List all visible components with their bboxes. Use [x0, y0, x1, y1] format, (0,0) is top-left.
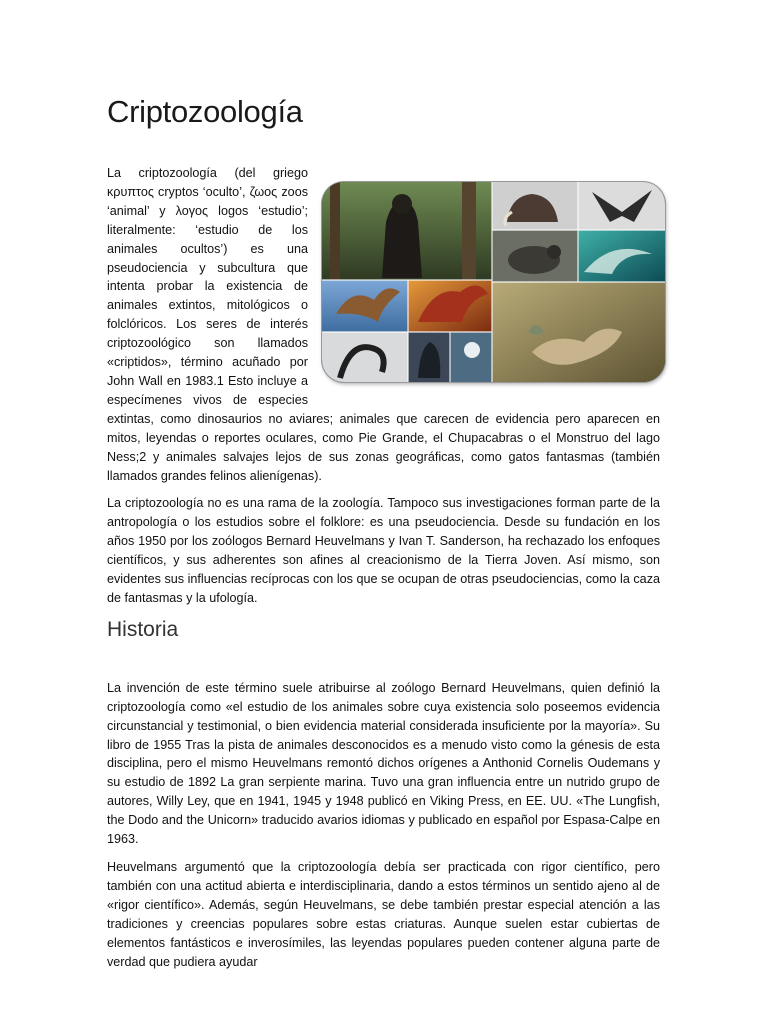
document-body: [107, 164, 660, 980]
storm-sea-tile: [450, 332, 492, 382]
chupacabra-tile: [492, 230, 578, 282]
winged-creature-tile: [578, 182, 665, 230]
paragraph-2: La criptozoología no es una rama de la zoología. Tampoco sus investigaciones forman parte de la antropología o los estudios sobre el folklore: es una pseudociencia. Desde su fundación en los años 1950 por los zoólogos Bernard Heuvelmans y Ivan T. Sanderson, ha rechazado los enfoques científicos, y sus adherentes son afines al creacionismo de la Tierra Joven. Así mismo, son evidentes sus influencias recíprocas con los que se ocupan de otras pseudociencias, como la caza de fantasmas y la ufología.: [107, 496, 660, 605]
paragraph-3: La invención de este término suele atribuirse al zoólogo Bernard Heuvelmans, quien definió la criptozoología como «el estudio de los animales sobre cuya existencia solo poseemos evidencia circunstancial y testimonial, o bien evidencia material considerada insuficiente por la mayoría». Su libro de 1955 Tras la pista de animales desconocidos es a menudo visto como la génesis de esta disciplina, pero el mismo Heuvelmans remontó dichos orígenes a Anthonid Cornelis Oudemans y su estudio de 1892 La gran serpiente marina. Tuvo una gran influencia entre un nutrido grupo de autores, Willy Ley, que en 1941, 1945 y 1948 publicó en Viking Press, en EE. UU. «The Lungfish, the Dodo and the Unicorn» traducido avarios idiomas y publicado en español por Espasa-Calpe en 1963.: [107, 680, 660, 847]
collage-graphic: [322, 182, 665, 382]
page-title: Criptozoología: [107, 94, 303, 129]
mermaid-tile: [492, 282, 665, 382]
intro-paragraph: La criptozoología (del griego κρυπτος cryptos ‘oculto’, ζωος zoos ‘animal’ y λογος logos ‘estudio’; literalmente: ‘estudio de los animales ocultos’) es una pseudociencia y subcultura que intenta probar la existencia de animales extintos, mitológicos o folclóricos. Los seres de interés criptozoológico son llamados «criptidos», término acuñado por John Wall en 1983.1 Esto incluye a especímenes vivos de especies extintas, como dinosaurios no aviares; animales que carecen de evidencia pero aparecen en mitos, leyendas o reportes oculares, como Pie Grande, el Chupacabras o el Monstruo del lago Ness;2 y animales salvajes lejos de sus zonas geográficas, como gatos fantasmas (también llamados grandes felinos alienígenas).: [107, 166, 660, 483]
cryptid-collage-image: [322, 182, 665, 382]
sea-serpent-tile: [322, 332, 408, 382]
kraken-tile: [578, 230, 665, 282]
mammoth-tile: [492, 182, 578, 230]
werewolf-tile: [408, 332, 450, 382]
bigfoot-tile: [322, 182, 492, 280]
section-heading-historia: Historia: [107, 617, 179, 641]
paragraph-4: Heuvelmans argumentó que la criptozoología debía ser practicada con rigor científico, pero también con una actitud abierta e interdisciplinaria, dando a estos términos un sentido ajeno al de «rigor científico». Además, según Heuvelmans, se debe también prestar especial atención a las tradiciones y creencias populares sobre estas criaturas. Aunque suelen estar cubiertas de elementos fantásticos e inverosímiles, las leyendas populares pueden contener alguna parte de verdad que pudiera ayudar: [107, 860, 660, 969]
griffin-tile: [322, 280, 408, 332]
dragon-tile: [408, 280, 492, 332]
